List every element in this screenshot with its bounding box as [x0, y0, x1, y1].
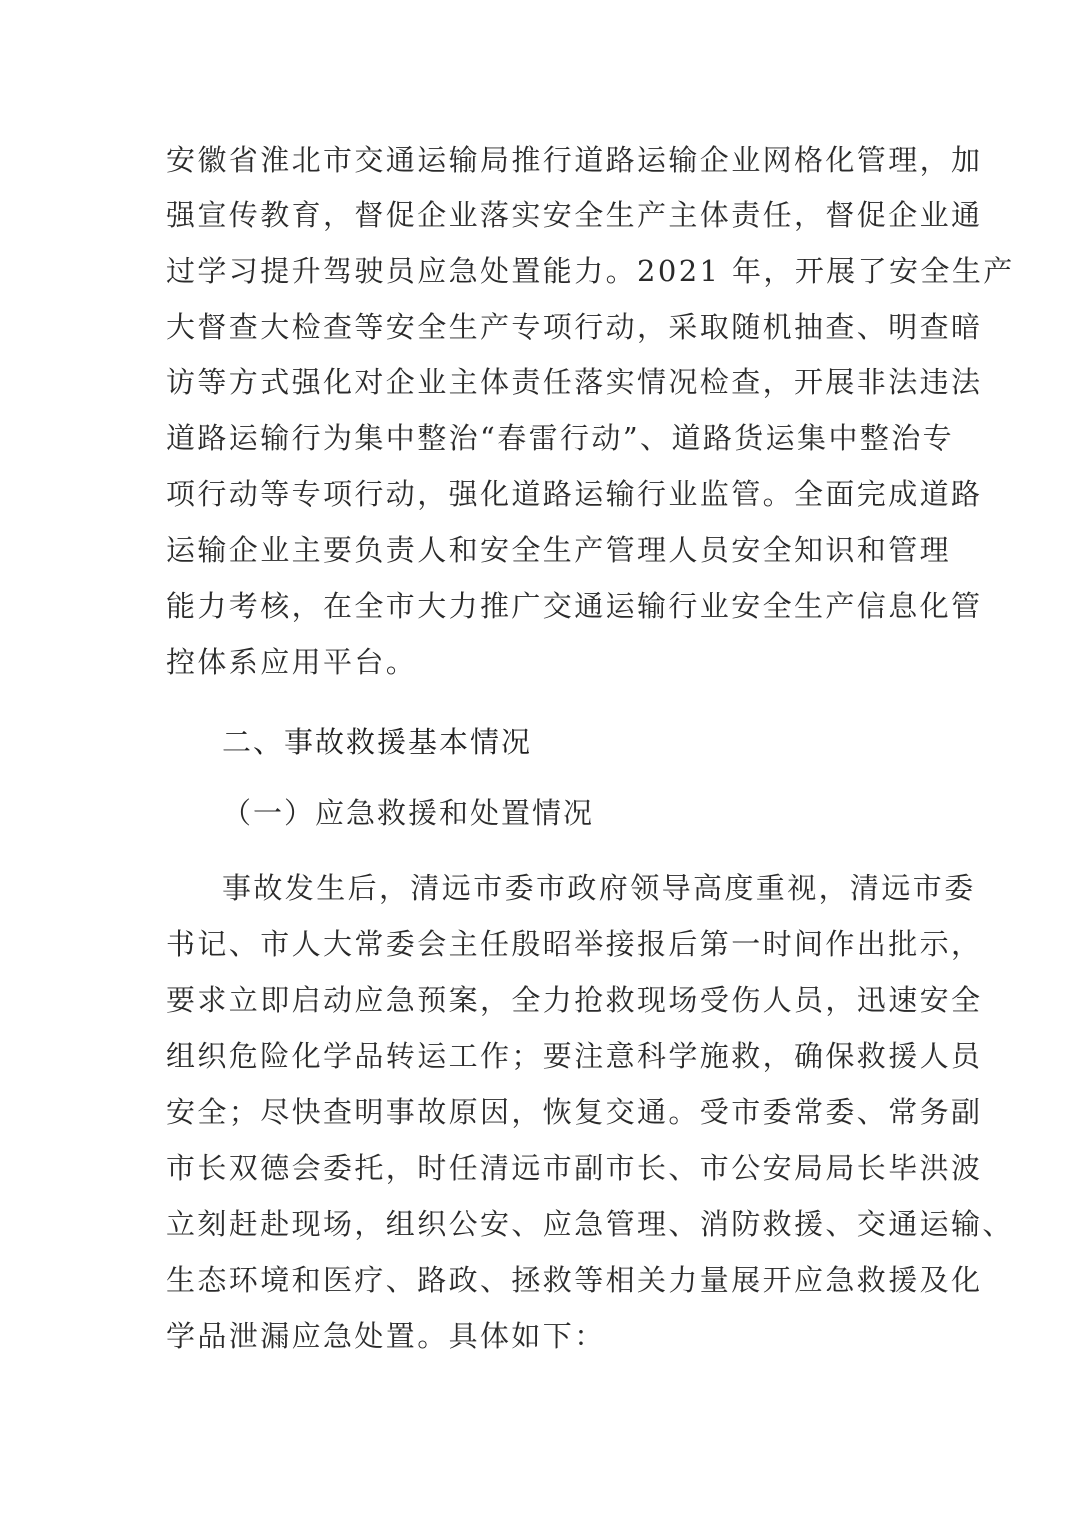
- paragraph-1-line-3: 过学习提升驾驶员应急处置能力。2021 年，开展了安全生产: [166, 254, 1015, 288]
- paragraph-2-line-9: 学品泄漏应急处置。具体如下：: [166, 1319, 606, 1353]
- paragraph-1-line-2: 强宣传教育，督促企业落实安全生产主体责任，督促企业通: [166, 198, 983, 232]
- paragraph-2-line-6: 市长双德会委托，时任清远市副市长、市公安局局长毕洪波: [166, 1151, 983, 1185]
- paragraph-2-line-4: 组织危险化学品转运工作；要注意科学施救，确保救援人员: [166, 1039, 983, 1073]
- paragraph-1-line-8: 运输企业主要负责人和安全生产管理人员安全知识和管理: [166, 533, 952, 567]
- section-heading: 二、事故救援基本情况: [222, 725, 533, 759]
- paragraph-2-line-5: 安全；尽快查明事故原因，恢复交通。受市委常委、常务副: [166, 1095, 983, 1129]
- paragraph-2-line-1: 事故发生后，清远市委市政府领导高度重视，清远市委: [222, 871, 976, 905]
- paragraph-2-line-2: 书记、市人大常委会主任殷昭举接报后第一时间作出批示，: [166, 927, 983, 961]
- paragraph-2-line-8: 生态环境和医疗、路政、拯救等相关力量展开应急救援及化: [166, 1263, 983, 1297]
- paragraph-1-line-9: 能力考核，在全市大力推广交通运输行业安全生产信息化管: [166, 589, 983, 623]
- paragraph-1-line-4: 大督查大检查等安全生产专项行动，采取随机抽查、明查暗: [166, 310, 983, 344]
- paragraph-1-line-7: 项行动等专项行动，强化道路运输行业监管。全面完成道路: [166, 477, 983, 511]
- paragraph-1-line-5: 访等方式强化对企业主体责任落实情况检查，开展非法违法: [166, 365, 983, 399]
- paragraph-1-line-6: 道路运输行为集中整治“春雷行动”、道路货运集中整治专: [166, 421, 955, 455]
- subsection-heading: （一）应急救援和处置情况: [222, 796, 595, 830]
- paragraph-2-line-3: 要求立即启动应急预案，全力抢救现场受伤人员，迅速安全: [166, 983, 983, 1017]
- paragraph-2-line-7: 立刻赶赴现场，组织公安、应急管理、消防救援、交通运输、: [166, 1207, 1014, 1241]
- paragraph-1-line-10: 控体系应用平台。: [166, 645, 418, 679]
- paragraph-1-line-1: 安徽省淮北市交通运输局推行道路运输企业网格化管理，加: [166, 143, 983, 177]
